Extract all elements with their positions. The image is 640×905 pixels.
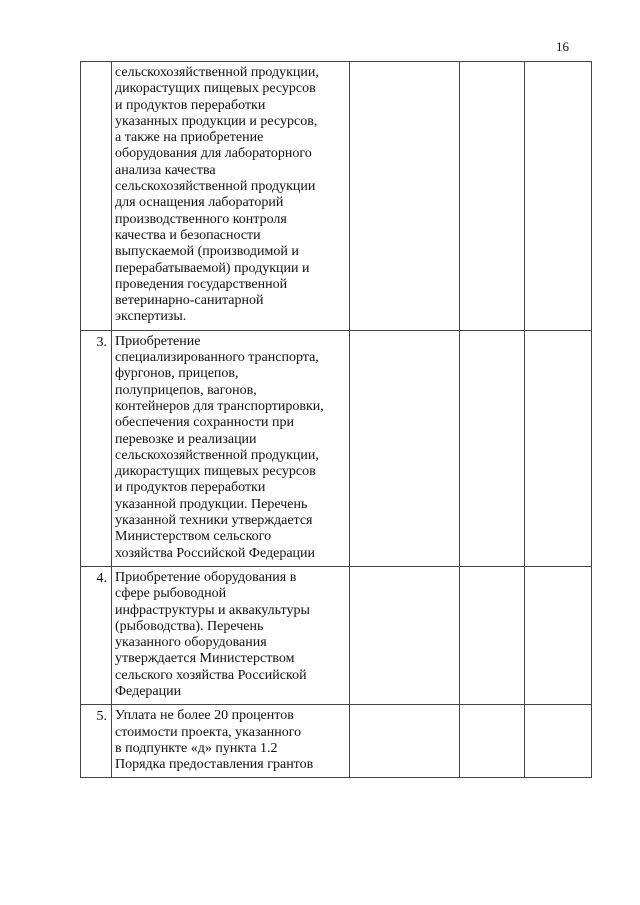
text-line: экспертизы. xyxy=(115,309,187,325)
text-line: Министерством сельского xyxy=(115,529,272,545)
text-line: сфере рыбоводной xyxy=(115,586,227,602)
text-line: сельскохозяйственной продукции, xyxy=(115,447,319,463)
text-line: качества и безопасности xyxy=(115,227,261,243)
table-row xyxy=(81,62,592,331)
cost-items-table xyxy=(80,61,592,778)
text-line: оборудования для лабораторного xyxy=(115,146,312,162)
text-line: проведения государственной xyxy=(115,276,288,292)
empty-cell xyxy=(350,330,460,566)
page-number: 16 xyxy=(556,39,569,54)
text-line: и продуктов переработки xyxy=(115,480,266,496)
row-number: 3. xyxy=(81,330,112,566)
empty-cell xyxy=(350,705,460,778)
text-line: производственного контроля xyxy=(115,211,287,227)
text-line: хозяйства Российской Федерации xyxy=(115,545,316,561)
text-line: Порядка предоставления грантов xyxy=(115,757,314,773)
text-line: указанных продукции и ресурсов, xyxy=(115,113,318,129)
text-line: для оснащения лабораторий xyxy=(115,195,284,211)
text-line: утверждается Министерством xyxy=(115,651,295,667)
text-line: сельскохозяйственной продукции xyxy=(115,179,316,195)
text-line: сельского хозяйства Российской xyxy=(115,667,307,683)
row-number: 5. xyxy=(81,705,112,778)
text-line: дикорастущих пищевых ресурсов xyxy=(115,464,316,480)
text-line: указанной продукции. Перечень xyxy=(115,496,308,512)
text-line: и продуктов переработки xyxy=(115,97,266,113)
text-line: стоимости проекта, указанного xyxy=(115,724,302,740)
text-line: сельскохозяйственной продукции, xyxy=(115,65,319,80)
text-line: а также на приобретение xyxy=(115,130,264,146)
row-number: 4. xyxy=(81,566,112,704)
table-row xyxy=(81,566,592,704)
text-line: специализированного транспорта, xyxy=(115,350,319,366)
text-line: Приобретение xyxy=(115,333,201,349)
table-row xyxy=(81,705,592,778)
text-line: Уплата не более 20 процентов xyxy=(115,708,294,724)
text-line: указанной техники утверждается xyxy=(115,513,313,529)
text-line: анализа качества xyxy=(115,162,216,178)
empty-cell xyxy=(525,566,592,704)
table-row xyxy=(81,330,592,566)
item-description xyxy=(112,705,350,778)
text-line: полуприцепов, вагонов, xyxy=(115,382,257,398)
text-line: (рыбоводства). Перечень xyxy=(115,618,264,634)
text-line: дикорастущих пищевых ресурсов xyxy=(115,81,316,97)
empty-cell xyxy=(460,705,525,778)
item-description xyxy=(112,330,350,566)
empty-cell xyxy=(460,330,525,566)
item-description xyxy=(112,62,350,331)
empty-cell xyxy=(525,62,592,331)
text-line: Приобретение оборудования в xyxy=(115,569,297,585)
text-line: указанного оборудования xyxy=(115,635,267,651)
text-line: контейнеров для транспортировки, xyxy=(115,398,324,414)
text-line: ветеринарно-санитарной xyxy=(115,293,264,309)
text-line: фургонов, прицепов, xyxy=(115,366,239,382)
empty-cell xyxy=(525,330,592,566)
text-line: перерабатываемой) продукции и xyxy=(115,260,310,276)
empty-cell xyxy=(350,62,460,331)
row-number xyxy=(81,62,112,331)
empty-cell xyxy=(350,566,460,704)
empty-cell xyxy=(525,705,592,778)
text-line: в подпункте «д» пункта 1.2 xyxy=(115,740,278,756)
item-description xyxy=(112,566,350,704)
text-line: инфраструктуры и аквакультуры xyxy=(115,602,310,618)
text-line: перевозке и реализации xyxy=(115,431,257,447)
empty-cell xyxy=(460,62,525,331)
text-line: Федерации xyxy=(115,683,182,699)
text-line: обеспечения сохранности при xyxy=(115,415,294,431)
empty-cell xyxy=(460,566,525,704)
text-line: выпускаемой (производимой и xyxy=(115,244,299,260)
